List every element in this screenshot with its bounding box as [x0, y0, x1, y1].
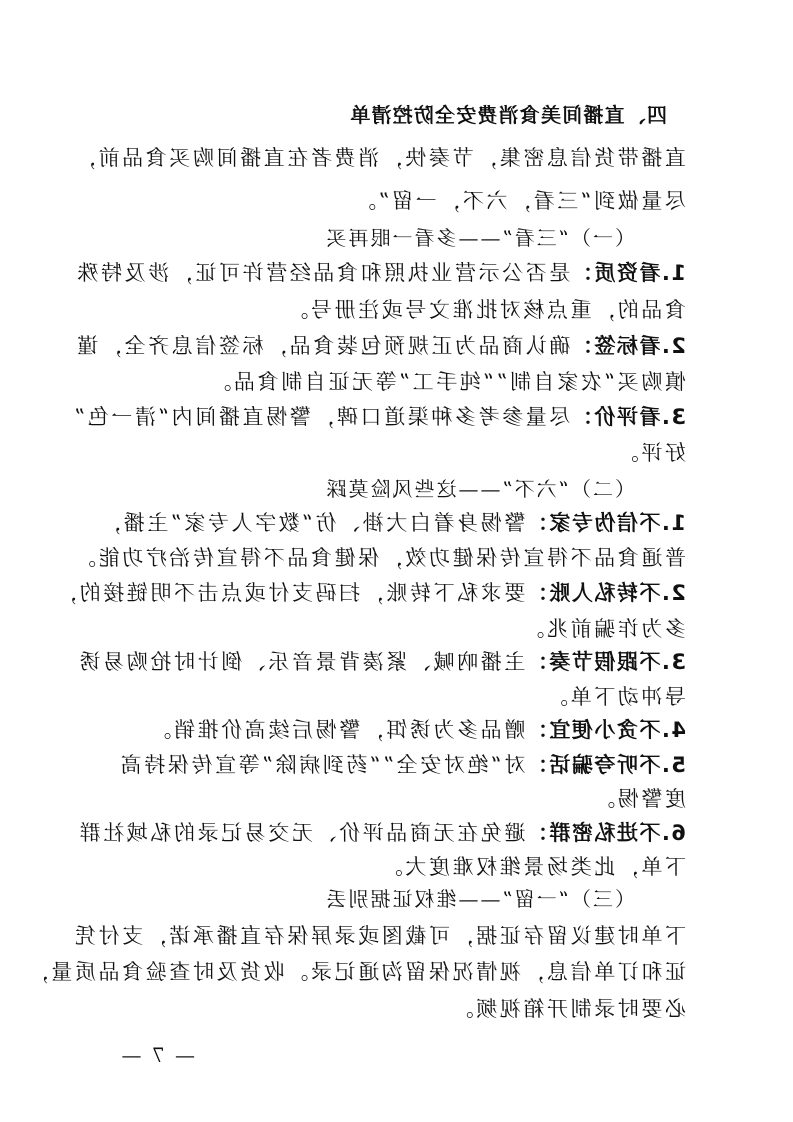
part2-item-6 [77, 818, 686, 848]
part1-item-1 [75, 258, 686, 288]
part1-item-2-cont: 慎购买“农家自制”“纯手工”等无证自制食品。 [207, 370, 686, 394]
intro-line-2: 尽量做到“三看，六不，一留”。 [352, 189, 686, 213]
item-label: 3.不跟假节奏： [525, 650, 686, 674]
part2-item-6-cont: 下单，此类场景维权难度大。 [379, 855, 686, 879]
part2-item-2-cont: 多为诈骗前兆。 [520, 617, 686, 641]
part3-line-1: 下单时建议留存证据，可截图或录屏保存直播承诺，支付凭 [72, 924, 686, 948]
section-title: 四、直播间美食消费安全防控清单 [349, 103, 667, 127]
item-text: 避免在无商品评价、无交易记录的私域社群 [77, 821, 526, 845]
part1-item-3-cont: 好评。 [615, 441, 686, 465]
item-label: 1.不信伪专家： [525, 511, 686, 535]
part2-item-3-cont: 导冲动下单。 [544, 685, 686, 709]
part1-item-3 [72, 402, 686, 432]
item-label: 4.不贪小便宜： [525, 718, 686, 742]
item-label: 2.不转私人账： [525, 581, 686, 605]
part3-heading: （三）“一留”——维权证据别丢 [324, 887, 635, 911]
item-text: 确认商品为正规预包装食品，标签信息齐全，谨 [74, 334, 571, 358]
item-text: 对“绝对安全”“药到病除”等宣传保持高 [118, 753, 526, 777]
part1-item-2 [75, 331, 686, 361]
item-text: 主播吶喊、紧凑背景音乐、倒计时抢购易诱 [77, 650, 526, 674]
part2-item-2 [53, 578, 686, 608]
part3-line-2: 证和订单信息，视情况保留沟通记录。收货及时查验食品质量， [25, 960, 686, 984]
part2-item-5 [118, 750, 686, 780]
item-label: 3.看评价： [570, 405, 686, 429]
item-label: 2.看标签： [570, 334, 686, 358]
item-label: 1.看资质： [570, 261, 686, 285]
part3-line-3: 必要时录制开箱视频。 [450, 997, 686, 1021]
item-text: 要求私下转账，扫码支付或点击不明链接的， [53, 581, 526, 605]
item-label: 5.不听夸骗话： [525, 753, 686, 777]
part2-item-4 [148, 715, 686, 745]
part2-item-5-cont: 度警惕。 [591, 787, 686, 811]
item-label: 6.不进私密群： [525, 821, 686, 845]
part1-heading: （一）“三看”——多看一眼再买 [324, 226, 635, 250]
part1-item-1-cont: 食品的，重点核对批准文号或注册号。 [284, 298, 686, 322]
item-text: 尽量参考多种渠道口碑，警惕直播间内“清一色” [71, 405, 571, 429]
part2-item-1-cont: 普通食品不得宣传保健功效，保健食品不得宣传治疗功能。 [72, 546, 686, 570]
page-number: — 7 — [119, 1043, 195, 1067]
part2-item-1 [98, 508, 686, 538]
part2-item-3 [77, 647, 686, 677]
item-text: 警惕身着白大褂、仿“数字人专家”主播， [97, 511, 526, 535]
item-text: 赠品多为诱饵，警惕后续高价推销。 [147, 718, 526, 742]
part2-heading: （二）“六不”——这些风险莫踩 [324, 477, 635, 501]
item-text: 是否公示营业执照和食品经营许可证，涉及特殊 [74, 261, 571, 285]
intro-line-1: 直播带货信息密集，节奏快，消费者在直播间购买食品前， [72, 146, 686, 170]
